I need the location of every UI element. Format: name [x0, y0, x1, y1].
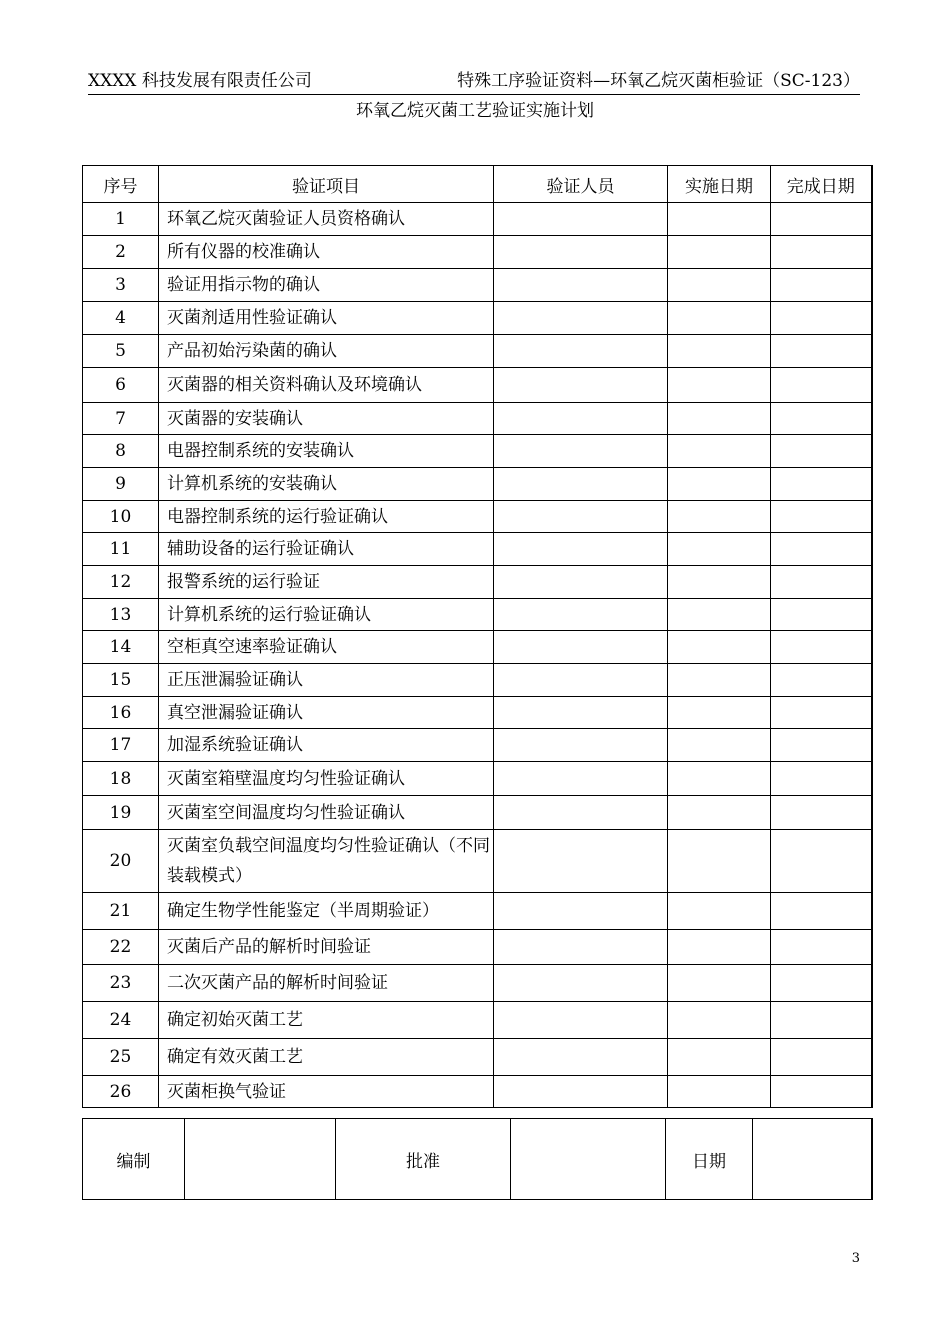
row-personnel-cell[interactable] [494, 830, 668, 893]
table-row [83, 796, 872, 830]
row-start-date-cell[interactable] [668, 1039, 771, 1076]
row-finish-date-cell[interactable] [771, 1002, 872, 1039]
row-start-date-cell[interactable] [668, 930, 771, 965]
row-item: 灭菌器的相关资料确认及环境确认 [159, 368, 494, 403]
table-row [83, 269, 872, 302]
table-row [83, 1076, 872, 1108]
row-finish-date-cell[interactable] [771, 302, 872, 335]
row-start-date-cell[interactable] [668, 631, 771, 664]
row-seq: 20 [83, 830, 159, 893]
row-finish-date-cell[interactable] [771, 664, 872, 697]
row-finish-date-cell[interactable] [771, 965, 872, 1002]
row-finish-date-cell[interactable] [771, 1076, 872, 1108]
row-start-date-cell[interactable] [668, 335, 771, 368]
row-start-date-cell[interactable] [668, 697, 771, 729]
table-row [83, 762, 872, 796]
row-item: 灭菌室负载空间温度均匀性验证确认（不同装载模式） [159, 830, 494, 893]
row-start-date-cell[interactable] [668, 368, 771, 403]
page-number: 3 [851, 1251, 860, 1266]
row-personnel-cell[interactable] [494, 468, 668, 501]
signoff-row [83, 1119, 872, 1200]
row-personnel-cell[interactable] [494, 368, 668, 403]
table-body [83, 203, 872, 1108]
row-finish-date-cell[interactable] [771, 930, 872, 965]
table-row [83, 830, 872, 893]
row-start-date-cell[interactable] [668, 1076, 771, 1108]
header-item: 验证项目 [159, 166, 494, 203]
row-item: 电器控制系统的运行验证确认 [159, 501, 494, 533]
row-start-date-cell[interactable] [668, 893, 771, 930]
row-personnel-cell[interactable] [494, 236, 668, 269]
row-seq: 16 [83, 697, 159, 729]
row-finish-date-cell[interactable] [771, 1039, 872, 1076]
table-row [83, 664, 872, 697]
table-row [83, 965, 872, 1002]
row-personnel-cell[interactable] [494, 302, 668, 335]
row-personnel-cell[interactable] [494, 1002, 668, 1039]
row-finish-date-cell[interactable] [771, 631, 872, 664]
table-row [83, 697, 872, 729]
row-start-date-cell[interactable] [668, 501, 771, 533]
row-item: 报警系统的运行验证 [159, 566, 494, 599]
table-row [83, 1039, 872, 1076]
row-start-date-cell[interactable] [668, 269, 771, 302]
row-item: 灭菌室箱壁温度均匀性验证确认 [159, 762, 494, 796]
validation-plan-table [82, 165, 873, 1108]
row-item: 空柜真空速率验证确认 [159, 631, 494, 664]
row-personnel-cell[interactable] [494, 729, 668, 762]
table-row [83, 435, 872, 468]
row-start-date-cell[interactable] [668, 830, 771, 893]
row-item: 电器控制系统的安装确认 [159, 435, 494, 468]
row-item: 灭菌后产品的解析时间验证 [159, 930, 494, 965]
row-start-date-cell[interactable] [668, 965, 771, 1002]
row-seq: 13 [83, 599, 159, 631]
row-start-date-cell[interactable] [668, 566, 771, 599]
row-personnel-cell[interactable] [494, 796, 668, 830]
row-start-date-cell[interactable] [668, 1002, 771, 1039]
table-row [83, 566, 872, 599]
row-seq: 3 [83, 269, 159, 302]
approved-signature-cell[interactable] [511, 1119, 666, 1200]
row-item: 辅助设备的运行验证确认 [159, 533, 494, 566]
approved-label: 批准 [336, 1119, 511, 1200]
header-start-date: 实施日期 [668, 166, 771, 203]
row-personnel-cell[interactable] [494, 664, 668, 697]
row-item: 真空泄漏验证确认 [159, 697, 494, 729]
row-personnel-cell[interactable] [494, 566, 668, 599]
row-finish-date-cell[interactable] [771, 435, 872, 468]
row-finish-date-cell[interactable] [771, 533, 872, 566]
table-row [83, 729, 872, 762]
row-item: 产品初始污染菌的确认 [159, 335, 494, 368]
row-finish-date-cell[interactable] [771, 468, 872, 501]
row-start-date-cell[interactable] [668, 302, 771, 335]
row-start-date-cell[interactable] [668, 729, 771, 762]
row-finish-date-cell[interactable] [771, 566, 872, 599]
table-row [83, 930, 872, 965]
row-finish-date-cell[interactable] [771, 403, 872, 435]
row-item: 二次灭菌产品的解析时间验证 [159, 965, 494, 1002]
row-item: 灭菌器的安装确认 [159, 403, 494, 435]
row-seq: 26 [83, 1076, 159, 1108]
row-start-date-cell[interactable] [668, 468, 771, 501]
prepared-signature-cell[interactable] [185, 1119, 336, 1200]
row-item: 确定生物学性能鉴定（半周期验证） [159, 893, 494, 930]
row-personnel-cell[interactable] [494, 762, 668, 796]
header-personnel: 验证人员 [494, 166, 668, 203]
row-personnel-cell[interactable] [494, 435, 668, 468]
row-seq: 19 [83, 796, 159, 830]
row-seq: 6 [83, 368, 159, 403]
prepared-label: 编制 [83, 1119, 185, 1200]
table-row [83, 893, 872, 930]
row-item: 计算机系统的运行验证确认 [159, 599, 494, 631]
row-seq: 14 [83, 631, 159, 664]
row-personnel-cell[interactable] [494, 533, 668, 566]
company-name: XXXX 科技发展有限责任公司 [88, 71, 312, 91]
row-seq: 18 [83, 762, 159, 796]
table-header-row [83, 166, 872, 203]
row-personnel-cell[interactable] [494, 269, 668, 302]
row-item: 所有仪器的校准确认 [159, 236, 494, 269]
row-seq: 17 [83, 729, 159, 762]
row-item: 灭菌柜换气验证 [159, 1076, 494, 1108]
row-start-date-cell[interactable] [668, 203, 771, 236]
row-item: 正压泄漏验证确认 [159, 664, 494, 697]
row-personnel-cell[interactable] [494, 930, 668, 965]
row-start-date-cell[interactable] [668, 664, 771, 697]
document-reference: 特殊工序验证资料—环氧乙烷灭菌柜验证（SC-123） [457, 71, 860, 91]
row-seq: 7 [83, 403, 159, 435]
row-item: 验证用指示物的确认 [159, 269, 494, 302]
page-header [88, 66, 860, 95]
row-finish-date-cell[interactable] [771, 697, 872, 729]
row-item: 加湿系统验证确认 [159, 729, 494, 762]
row-finish-date-cell[interactable] [771, 830, 872, 893]
row-start-date-cell[interactable] [668, 533, 771, 566]
row-personnel-cell[interactable] [494, 1039, 668, 1076]
header-seq: 序号 [83, 166, 159, 203]
row-personnel-cell[interactable] [494, 203, 668, 236]
row-personnel-cell[interactable] [494, 697, 668, 729]
row-finish-date-cell[interactable] [771, 729, 872, 762]
table-row [83, 203, 872, 236]
row-item: 确定初始灭菌工艺 [159, 1002, 494, 1039]
table-row [83, 631, 872, 664]
row-seq: 15 [83, 664, 159, 697]
row-seq: 2 [83, 236, 159, 269]
document-title: 环氧乙烷灭菌工艺验证实施计划 [356, 101, 594, 121]
table-row [83, 501, 872, 533]
row-seq: 22 [83, 930, 159, 965]
date-cell[interactable] [753, 1119, 872, 1200]
row-start-date-cell[interactable] [668, 796, 771, 830]
table-row [83, 236, 872, 269]
row-start-date-cell[interactable] [668, 403, 771, 435]
row-seq: 11 [83, 533, 159, 566]
header-finish-date: 完成日期 [771, 166, 872, 203]
table-row [83, 533, 872, 566]
row-seq: 12 [83, 566, 159, 599]
row-seq: 8 [83, 435, 159, 468]
row-personnel-cell[interactable] [494, 403, 668, 435]
table-row [83, 302, 872, 335]
row-personnel-cell[interactable] [494, 1076, 668, 1108]
row-start-date-cell[interactable] [668, 236, 771, 269]
table-row [83, 403, 872, 435]
row-seq: 25 [83, 1039, 159, 1076]
date-label: 日期 [666, 1119, 753, 1200]
row-item: 灭菌剂适用性验证确认 [159, 302, 494, 335]
row-item: 计算机系统的安装确认 [159, 468, 494, 501]
row-personnel-cell[interactable] [494, 599, 668, 631]
row-seq: 4 [83, 302, 159, 335]
table-row [83, 368, 872, 403]
row-finish-date-cell[interactable] [771, 599, 872, 631]
row-seq: 23 [83, 965, 159, 1002]
row-start-date-cell[interactable] [668, 435, 771, 468]
row-start-date-cell[interactable] [668, 762, 771, 796]
row-finish-date-cell[interactable] [771, 893, 872, 930]
row-finish-date-cell[interactable] [771, 796, 872, 830]
row-item: 环氧乙烷灭菌验证人员资格确认 [159, 203, 494, 236]
row-personnel-cell[interactable] [494, 631, 668, 664]
row-finish-date-cell[interactable] [771, 501, 872, 533]
row-personnel-cell[interactable] [494, 893, 668, 930]
row-finish-date-cell[interactable] [771, 236, 872, 269]
row-finish-date-cell[interactable] [771, 368, 872, 403]
row-item: 灭菌室空间温度均匀性验证确认 [159, 796, 494, 830]
table-row [83, 1002, 872, 1039]
row-seq: 21 [83, 893, 159, 930]
row-seq: 24 [83, 1002, 159, 1039]
row-finish-date-cell[interactable] [771, 203, 872, 236]
table-row [83, 599, 872, 631]
row-seq: 1 [83, 203, 159, 236]
row-finish-date-cell[interactable] [771, 269, 872, 302]
row-seq: 9 [83, 468, 159, 501]
row-personnel-cell[interactable] [494, 335, 668, 368]
table-row [83, 335, 872, 368]
row-finish-date-cell[interactable] [771, 335, 872, 368]
row-seq: 5 [83, 335, 159, 368]
row-finish-date-cell[interactable] [771, 762, 872, 796]
row-item: 确定有效灭菌工艺 [159, 1039, 494, 1076]
row-personnel-cell[interactable] [494, 501, 668, 533]
row-personnel-cell[interactable] [494, 965, 668, 1002]
signoff-table [82, 1118, 873, 1200]
table-row [83, 468, 872, 501]
row-start-date-cell[interactable] [668, 599, 771, 631]
row-seq: 10 [83, 501, 159, 533]
